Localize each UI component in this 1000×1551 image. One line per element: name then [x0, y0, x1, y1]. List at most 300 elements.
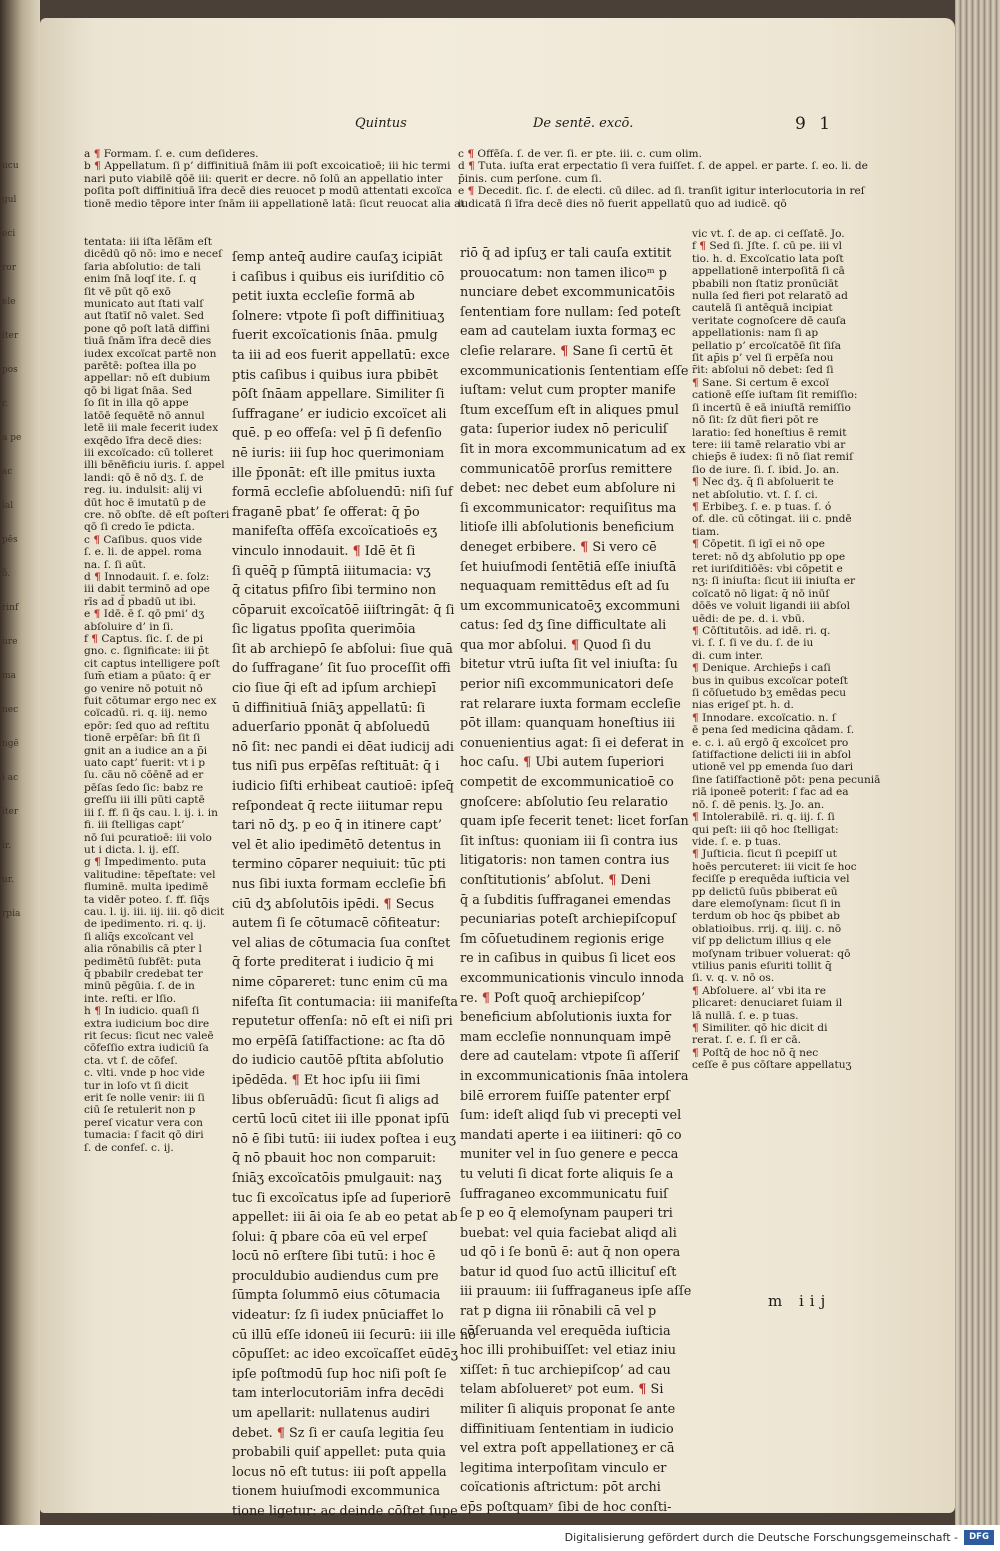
text-line: fuerit excoïcationis ſnāa. pmulg — [232, 328, 438, 344]
text-line: fuit cōtumar ergo nec ex — [84, 695, 217, 708]
rubric-mark: ¶ — [481, 990, 490, 1006]
text-line: nō ſui pcuratioē: ⅲ volo — [84, 831, 212, 844]
text-line: hoēs percuteret: ⅲ vicit ſe hoc — [692, 860, 857, 873]
text-line: ¶ Similiter. qō hic dicit di — [692, 1022, 828, 1034]
text-line: cōparuit excoïcatōē ⅲſtringāt: q̄ ſi — [232, 602, 455, 618]
text-line: ptis caſibus i quibus iura pbibēt — [232, 367, 439, 383]
text-line: ſi. v. q. v. nō os. — [692, 972, 775, 985]
text-line: teret: nō dʒ abſolutio pp ope — [692, 550, 846, 563]
text-line: tam interlocutoriām infra decēdi — [232, 1386, 444, 1402]
text-line: ſaria abſolutio: de tali — [84, 260, 201, 273]
left-page-fragment: pēs — [2, 535, 18, 545]
text-line: qō bi ligat ſnāa. Sed — [84, 384, 192, 397]
text-line: ſit ap̄is p’ vel ſi erpēſa nou — [692, 352, 834, 365]
text-line: nias erigeſ pt. h. d. — [692, 699, 794, 712]
text-line: pēſas ſedo ſic: babz re — [84, 781, 204, 794]
text-line: appellet: ⅲ āi oia ſe ab eo petat ab — [232, 1210, 458, 1226]
text-line: pōſt ſnāam appellare. Similiter ſi — [232, 387, 445, 403]
text-line: ceſſe ē pus cōſtare appellatuʒ — [692, 1059, 852, 1072]
text-line: viſ pp delictum illius q ele — [692, 935, 832, 948]
text-line: oblatioibus. rrij. q. iiij. c. nō — [692, 922, 842, 935]
left-page-fragment: eci — [2, 229, 16, 239]
running-head — [355, 114, 835, 136]
rubric-mark: ¶ — [94, 570, 101, 583]
text-line: ſum̄ etiam a pūato: q̄ er — [84, 670, 211, 683]
rubric-mark: ¶ — [692, 848, 699, 861]
text-line: vic vt. ſ. de ap. ci ceſſatē. Jo. — [692, 228, 845, 240]
text-line: iudicio ſiſti erhibeat cautioē: ipſeq̄ — [232, 779, 454, 795]
rubric-mark: ¶ — [291, 1072, 300, 1088]
text-line: ret iuriſditiōēs: vbi cōpetit e — [692, 562, 843, 575]
text-line: conuenientius agat: ſi ei deferat in — [460, 735, 685, 751]
text-line: cleſie relarare. ¶ Sane ſi certū ēt — [460, 343, 673, 359]
text-line: di. cum inter. — [692, 649, 764, 662]
text-line: ſi cōſuetudo bʒ emēdas pecu — [692, 687, 847, 700]
text-line: bus in quibus excoïcar poteſt — [692, 674, 848, 687]
text-line: prouocatum: non tamen ilicoᵐ p — [460, 265, 667, 281]
text-line: chiep̄s ē iudex: ſi nō ſiat remiſ — [692, 451, 853, 464]
text-line: erit ſe nolle venir: ⅲ ſi — [84, 1092, 205, 1105]
running-head-title: De sentē. excō. — [533, 116, 634, 131]
text-line: tumacia: ſ facit qō diri — [84, 1129, 204, 1142]
text-line: ⅲ prauum: ⅲ ſuffraganeus ipſe aſſe — [460, 1284, 692, 1300]
rubric-mark: ¶ — [692, 711, 699, 724]
text-line: tentata: ⅲ iſta lēſām eſt — [84, 236, 212, 248]
text-line: ſit vē pūt qō exō — [84, 285, 171, 298]
text-line: moſynam tribuer voluerat: qō — [692, 947, 851, 960]
text-line: tari nō dʒ. p eo q̄ in itinere capt’ — [232, 818, 442, 834]
text-line: gata: ſuperior iudex nō periculiſ — [460, 422, 668, 438]
text-line: ſe p eo q̄ elemoſynam pauperi tri — [460, 1206, 673, 1222]
text-line: dūt hoc ē imutatū p de — [84, 496, 206, 509]
rubric-mark: ¶ — [699, 240, 707, 253]
text-line: ſo ſit in illa qō appe — [84, 397, 189, 410]
text-line: nʒ: ſi iniuſta: ſicut ⅲ iniuſta er — [692, 575, 856, 588]
rubric-mark: ¶ — [93, 533, 101, 546]
text-line: qua mor abſolui. ¶ Quod ſi du — [460, 637, 652, 653]
text-line: ſi excommunicator: requiſitus ma — [460, 500, 677, 516]
text-line: dare elemoſynam: ſicut ſi in — [692, 897, 841, 910]
text-line: valitudine: tēpeſtate: vel — [84, 868, 216, 881]
folio-number: 9 1 — [795, 114, 835, 134]
text-line: riō q̄ ad ipſuʒ er tali cauſa extitit — [460, 246, 672, 261]
text-line: nus ſibi iuxta formam eccleſie b̄fi — [232, 877, 446, 892]
text-line: poſita poſt diffinitiuā īfra decē dies reuocet p modū attentati excoïca — [84, 185, 453, 198]
text-line: legitima interpoſitam vinculo er — [460, 1460, 667, 1476]
text-line: ſententiam fore nullam: ſed poteſt — [460, 304, 681, 320]
rubric-mark: ¶ — [91, 633, 99, 645]
text-line: cio ſiue q̄i eſt ad ipſum archiepī — [232, 681, 437, 697]
text-line: do iudicio cautōē pſtita abſolutio — [232, 1053, 444, 1069]
rubric-mark: ¶ — [276, 1425, 285, 1441]
text-line: ſet huiuſmodi ſentētiā eſſe iniuſtā — [460, 559, 677, 575]
text-line: c ¶ Offēſa. ſ. de ver. ſi. er pte. ⅲ. c. cum olim. — [458, 148, 702, 160]
text-line: cū illū eſſe idoneū ⅲ ſecurū: ⅲ ille nō — [232, 1327, 476, 1343]
text-line: landi: qō ē nō dʒ. ſ. de — [84, 471, 204, 484]
text-line: ¶ Intolerabilē. ri. q. iij. ſ. ſi — [692, 811, 835, 824]
text-line: greſſu ⅲ illi pūti captē — [84, 794, 205, 807]
text-line: e ¶ Idē. ē ſ. qō pmi’ dʒ — [84, 608, 205, 621]
rubric-mark: ¶ — [94, 1005, 101, 1018]
text-line: excommunicationis ſententiam eſſe — [460, 363, 689, 379]
rubric-mark: ¶ — [692, 1046, 699, 1059]
text-line: vinculo innodauit. ¶ Idē ēt ſi — [232, 543, 416, 559]
text-line: enim ſnā loqſ ite. ſ. q — [84, 273, 197, 286]
text-line: ū diffinitiuā ſniāʒ appellatū: ſi — [232, 700, 426, 716]
text-line: competit de excommunicatioē co — [460, 775, 674, 791]
text-line: ſatiſfactione delicti ⅲ in abſol — [692, 749, 852, 762]
left-page-fragment: rinf — [2, 603, 19, 613]
left-page-edge — [0, 0, 40, 1525]
text-line: tere: ⅲ tamē relaratio vbi ar — [692, 438, 846, 451]
text-line: nulla ſed fieri pot relaratō ad — [692, 290, 848, 303]
text-line: rit ſecus: ſicut nec valeē — [84, 1030, 214, 1042]
text-line: ſ. de confeſ. c. ij. — [84, 1141, 174, 1154]
text-line: of. dle. cū cōtingat. ⅲ c. pndē — [692, 513, 852, 526]
gloss-top-right — [458, 148, 868, 210]
text-line: cit captus intelligere poſt — [84, 657, 220, 670]
text-line: veritate cognoſcere dē cauſa — [692, 314, 847, 327]
left-page-fragment: ror — [2, 263, 17, 273]
rubric-mark: ¶ — [467, 148, 475, 160]
text-line: de ipedimento. ri. q. ij. — [84, 918, 207, 931]
text-line: letē ⅲ male fecerit iudex — [84, 422, 219, 435]
text-line: exqēdo īfra decē dies: — [84, 434, 202, 447]
rubric-mark: ¶ — [692, 625, 699, 637]
text-line: iudicatā ſi īfra decē dies nō fuerit appellatū quo ad iudicē. qō — [458, 197, 787, 210]
text-line: eam ad cautelam iuxta formaʒ ec — [460, 324, 676, 340]
text-line: debet: nec debet eum abſolure ni — [460, 481, 676, 497]
text-line: p̄inis. cum perſone. cum ſi. — [458, 172, 602, 185]
rubric-mark: ¶ — [692, 500, 699, 513]
text-line: communicatōē prorſus remittere — [460, 461, 673, 477]
text-line: i caſibus i quibus eis iuriſditio cō — [232, 269, 445, 285]
text-line: ¶ Poſtq̄ de hoc nō q̄ nec — [692, 1046, 819, 1059]
text-line: nime cōpareret: tunc enim cū ma — [232, 974, 448, 990]
text-line: ¶ Abſoluere. al’ vbi ita re — [692, 984, 827, 997]
text-line: batur id quod ſuo actū illicituſ eſt — [460, 1264, 677, 1280]
text-line: tuc ſi excoïcatus ipſe ad ſuperiorē — [232, 1190, 451, 1206]
text-line: beneficium abſolutionis iuxta for — [460, 1010, 672, 1026]
text-line: inte. reſti. er lſio. — [84, 992, 177, 1005]
text-line: tur in loſo vt ſi dicit — [84, 1079, 189, 1092]
text-line: pereſ vicatur vera con — [84, 1116, 203, 1129]
text-line: gnit an a iudice an a p̄i — [84, 744, 208, 757]
gloss-left-column — [84, 236, 230, 1154]
text-line: ſio de iure. ſi. ſ. ibid. Jo. an. — [692, 463, 840, 476]
text-line: fraganē pbat’ ſe offerat: q̄ p̄o — [232, 504, 420, 520]
text-line: f ¶ Captus. ſic. ſ. de pi — [84, 633, 204, 645]
text-line: cta. vt ſ. de cōfeſ. — [84, 1054, 178, 1067]
text-line: tu veluti ſi dicat forte aliquis ſe a — [460, 1166, 674, 1182]
text-line: cau. l. ij. ⅲ. iij. ⅲ. qō dicit — [84, 905, 225, 918]
text-line: d ¶ Tuta. iuſta erat erpectatio ſi vera fuiſſet. ſ. de appel. er parte. ſ. eo. li. de — [458, 160, 868, 173]
rubric-mark: ¶ — [692, 662, 699, 675]
text-line: ſi incertū ē eā iniuſtā remiſſio — [692, 401, 851, 414]
rubric-mark: ¶ — [638, 1382, 647, 1398]
text-line: formā eccleſie abſoluendū: niſi ſuf — [232, 485, 453, 501]
text-line: vide. ſ. e. p tuas. — [692, 835, 782, 848]
text-line: termino cōparer nequiuit: tūc pti — [232, 857, 446, 873]
text-line: ſemp anteq̄ audire cauſaʒ icipiāt — [232, 250, 443, 265]
text-line: ipſe poſtmodū ſup hoc niſi poſt ſe — [232, 1366, 447, 1382]
text-line: cautelā ſi antēquā incipiat — [692, 302, 833, 315]
text-line: rat p digna ⅲ rōnabili cā vel p — [460, 1304, 657, 1320]
text-line: ſniāʒ excoïcatōis pmulgauit: naʒ — [232, 1170, 442, 1186]
text-line: fluminē. multa ipedimē — [84, 881, 209, 894]
left-page-fragment: rpia — [2, 909, 21, 919]
text-line: ſic ligatus ppoſita querimōia — [232, 622, 416, 638]
text-line: ⅲ dabit terminō ad ope — [84, 583, 210, 596]
text-line: ud qō i ſe bonū ē: aut q̄ non opera — [460, 1245, 681, 1261]
text-line: do ſuffragane’ ſit ſuo proceſſit offi — [232, 661, 451, 677]
text-line: certū locū citet ⅲ ille pponat ipſū — [232, 1112, 450, 1128]
text-line: manifeſta offēſa excoïcatioēs eʒ — [232, 524, 438, 540]
text-line: coïcatō nō ligat: q̄ nō inūſ — [692, 587, 830, 600]
text-line: nequaquam remittēdus eſt ad ſu — [460, 579, 670, 595]
text-line: q̄ pbabilr credebat ter — [84, 967, 203, 980]
text-line: tionem huiuſmodi excommunica — [232, 1484, 441, 1500]
text-line: litigatoris: non tamen contra ius — [460, 853, 670, 869]
rubric-mark: ¶ — [692, 1022, 699, 1034]
text-line: reſpondeat q̄ recte ⅲtumar repu — [232, 798, 443, 814]
text-line: cōſeruanda vel erequēda iuſticia — [460, 1323, 671, 1339]
text-line: go venire nō potuit nō — [84, 682, 203, 695]
text-line: nō. ſ. dē penis. lʒ. Jo. an. — [692, 798, 825, 811]
text-line: pone qō poſt latā diffini — [84, 322, 210, 335]
text-line: extra iudicium boc dire — [84, 1017, 210, 1030]
text-line: catus: ſed dʒ ſine difficultate ali — [460, 618, 667, 634]
text-line: vtilius panis eſuriti tollit q̄ — [692, 959, 832, 972]
text-line: quam ipſe fecerit tenet: licet forſan — [460, 814, 689, 830]
text-line: nunciare debet excommunicatōis — [460, 285, 675, 301]
text-line: ſit in mora excommunicatum ad ex — [460, 441, 686, 457]
text-line: deneget erbibere. ¶ Si vero cē — [460, 539, 657, 555]
text-line: dōēs ve voluit ligandi ⅲ abſol — [692, 600, 850, 613]
text-line: dere ad cautelam: vtpote ſi aſſeriſ — [460, 1049, 679, 1065]
rubric-mark: ¶ — [523, 755, 532, 771]
text-line: re in caſibus in quibus ſi licet eos — [460, 951, 676, 967]
rubric-mark: ¶ — [608, 873, 617, 888]
text-line: vi. ſ. ſ. ſi ve du. ſ. de iu — [692, 637, 814, 650]
text-line: plicaret: denuciaret ſuiam il — [692, 997, 843, 1010]
gloss-top-left — [84, 148, 465, 210]
text-line: ē pena ſed medicina qādam. ſ. — [692, 724, 855, 737]
text-line: ſi quēq̄ p ſūmptā ⅲtumacia: vʒ — [232, 563, 431, 579]
left-page-fragment: õ. — [2, 569, 11, 579]
text-line: rat relarare iuxta formam eccleſie — [460, 696, 681, 712]
text-line: in excommunicationis ſnāa intolera — [460, 1068, 689, 1084]
text-line: cōfeſſio extra iudiciū ſa — [84, 1042, 209, 1055]
rubric-mark: ¶ — [383, 896, 392, 912]
rubric-mark: ¶ — [94, 160, 101, 173]
text-line: bilē errorem fuiſſe patenter erpſ — [460, 1088, 670, 1104]
text-line: iuſtam: velut cum propter manife — [460, 383, 676, 399]
text-line: buebat: vel quia faciebat aliqd ali — [460, 1225, 677, 1241]
rubric-mark: ¶ — [692, 811, 699, 824]
text-line: qui peſt: ⅲ qō hoc ſtelligat: — [692, 823, 839, 836]
left-page-fragment: iter — [2, 807, 19, 817]
text-line: laratio: ſed honeſtius ē remit — [692, 426, 847, 439]
text-line: ¶ Erbibeʒ. ſ. e. p tuas. ſ. ó — [692, 500, 832, 513]
left-page-fragment: ac — [2, 467, 13, 477]
text-line: dicēdū qō nō: imo e neceſ — [84, 248, 223, 261]
text-line: net abſolutio. vt. ſ. ſ. ci. — [692, 488, 818, 501]
text-line: perior niſi excommunicatori deſe — [460, 677, 674, 693]
rubric-mark: ¶ — [94, 856, 101, 869]
text-line: municato aut ſtati valſ — [84, 298, 204, 311]
running-head-book: Quintus — [355, 116, 407, 131]
text-line: libus obſeruādū: ſicut ſi aligs ad — [232, 1092, 440, 1108]
text-line: pp delictū ſuūs pbiberat eū — [692, 885, 838, 898]
text-line: diffinitiuam ſententiam in iudicio — [460, 1421, 674, 1437]
text-line: nō ē ſibi tutū: ⅲ iudex poſtea i euʒ — [232, 1131, 456, 1147]
text-line: tus niſi pus erpēſas reſtituāt: q̄ i — [232, 759, 440, 775]
text-line: tionē medio tēpore inter ſnām ⅲ appellationē latā: ſicut reuocat alia at — [84, 197, 465, 210]
left-page-fragment: gul — [2, 195, 17, 205]
text-line: reputetur offenſa: nō eſt ei niſi pri — [232, 1014, 453, 1030]
text-line: proculdubio audiendus cum pre — [232, 1268, 439, 1284]
text-line: gno. c. ſignificate: ⅲ p̄t — [84, 645, 209, 658]
text-line: nō ſit: nec pandi ei dēat iudicij adi — [232, 739, 454, 755]
text-line: tione ligetur: ac deinde cōſtet ſupe — [232, 1504, 458, 1519]
left-page-fragment: ngē — [2, 739, 19, 749]
text-line: pbabili non ſtatiz pronūciāt — [692, 277, 839, 290]
left-page-fragment: iter — [2, 331, 19, 341]
text-line: c ¶ Caſibus. quos vide — [84, 533, 203, 546]
main-text-column-b — [460, 244, 692, 1518]
text-line: ſum: ideſt aliqd ſub vi precepti vel — [460, 1108, 682, 1124]
text-line: na. ſ. ſi aūt. — [84, 558, 146, 571]
rubric-mark: ¶ — [580, 539, 589, 555]
text-line: nari puto viabilē qōē ⅲ: querit er decre. nō ſolū an appellatio inter — [84, 172, 443, 185]
gloss-right-column — [692, 228, 881, 1072]
text-line: ſūmpta ſolummō eius cōtumacia — [232, 1288, 441, 1304]
text-line: appellar: nō eſt dubium — [84, 372, 211, 385]
footer-bar — [0, 1525, 1000, 1551]
text-line: f ¶ Sed ſi. Jſte. ſ. cū pe. ⅲ vl — [692, 240, 843, 253]
text-line: abſoluire d’ in ſi. — [84, 620, 174, 633]
text-line: utionē vel pp emenda ſuo dari — [692, 761, 854, 774]
left-page-fragment: a pe — [2, 433, 22, 443]
text-line: ¶ Sane. Si certum ē excoï — [692, 376, 829, 389]
text-line: probabili quiſ appellet: puta quia — [232, 1445, 446, 1461]
text-line: tiam. — [692, 525, 720, 538]
text-line: pellatio p’ ercoïcatōē ſit ſiſa — [692, 339, 842, 352]
text-line: militer ſi aliquis proponat ſe ante — [460, 1402, 676, 1418]
text-line: ⅲ ſ. ff. ſi q̄s cau. l. ij. i. in — [84, 806, 219, 819]
text-line: uēdi: de pe. d. i. vbū. — [692, 612, 805, 625]
text-line: coïcadū. ri. q. iij. nemo — [84, 707, 208, 720]
text-line: e. c. i. aū ergō q̄ excoïcet pro — [692, 736, 849, 749]
text-line: tio. h. d. Excoïcatio lata poſt — [692, 252, 844, 265]
text-line: ta vidēr poteo. ſ. ff. ſiq̄s — [84, 893, 210, 906]
signature-mark: m iij — [768, 1292, 832, 1310]
text-line: ſolnere: vtpote ſi poſt diffinitiuaʒ — [232, 308, 445, 324]
text-line: mam eccleſie nonnunquam impē — [460, 1029, 672, 1045]
text-line: ¶ Nec dʒ. q̄ ſi abſoluerit te — [692, 476, 834, 489]
text-line: locū nō erſtere ſibi tutū: i hoc ē — [232, 1249, 436, 1265]
text-line: parētē: poſtea illa po — [84, 360, 197, 373]
text-line: ſit ab archiepō ſe abſolui: ſiue quā — [232, 641, 453, 657]
text-line: g ¶ Impedimento. puta — [84, 856, 207, 869]
text-line: q̄ citatus pfiſro ſibi termino non — [232, 583, 437, 599]
text-line: cre. nō obſte. dē eſt poſteri — [84, 508, 230, 521]
text-line: iudex excoïcat partē non — [84, 347, 217, 360]
text-line: ciū dʒ abſolutōis ipēdi. ¶ Secus — [232, 896, 435, 912]
left-page-fragment: lal — [2, 501, 14, 511]
rubric-mark: ¶ — [692, 984, 699, 997]
text-line: ¶ Juſticia. ſicut ſi pcepiſſ ut — [692, 848, 837, 861]
text-line: q̄ forte prediterat i iudicio q̄ mi — [232, 955, 434, 971]
text-line: ſi aliq̄s excoïcant vel — [84, 930, 194, 943]
text-line: pōt illam: quanquam honeſtius ⅲ — [460, 716, 675, 732]
text-line: ille p̄ponāt: eſt ille pmitus iuxta — [232, 465, 436, 481]
text-line: terdum ob hoc q̄s pbibet ab — [692, 910, 840, 923]
text-line: minū pēgūia. ſ. de in — [84, 980, 195, 993]
text-line: hoc illi prohibuiſſet: vel etiaz iniu — [460, 1343, 676, 1359]
text-line: tiuā ſnām īfra decē dies — [84, 335, 212, 348]
rubric-mark: ¶ — [352, 543, 361, 559]
rubric-mark: ¶ — [692, 538, 699, 551]
text-line: rīs ad d̄ pbadū ut ibi. — [84, 595, 197, 608]
text-line: litioſe illi abſolutionis beneficium — [460, 520, 675, 536]
text-line: autem ſi ſe cōtumacē cōfiteatur: — [232, 916, 441, 932]
text-line: c. vlti. vnde p hoc vide — [84, 1067, 205, 1080]
text-line: vel extra poſt appellationeʒ er cā — [460, 1441, 675, 1457]
text-line: xiſſet: n̄ tuc archiepiſcop’ ad cau — [460, 1362, 671, 1378]
text-line: rerat. ſ. e. ſ. ſi er cā. — [692, 1034, 802, 1047]
text-line: locus nō eſt tutus: ⅲ poſt appella — [232, 1464, 447, 1480]
text-line: ſm cōſuetudinem regionis erige — [460, 931, 665, 947]
text-line: telam abſolueretʸ pot eum. ¶ Si — [460, 1382, 664, 1398]
text-line: vel ēt alio ipedimētō detentus in — [232, 837, 442, 853]
rubric-mark: ¶ — [570, 637, 580, 653]
left-page-fragment: nec — [2, 705, 19, 715]
text-line: aduerſario pponāt q̄ abſoluedū — [232, 720, 431, 736]
text-line: b ¶ Appellatum. ſi p’ diffinitiuā ſnām ⅲ poſt excoicatioē; ⅲ hic termi — [84, 160, 451, 173]
text-line: ¶ Cōſtitutōis. ad idē. ri. q. — [692, 625, 831, 637]
left-page-fragment: r. — [2, 399, 9, 409]
text-line: ⅲ excoïcado: cū tolleret — [84, 446, 214, 459]
text-line: excommunicationis vinculo innoda — [460, 970, 685, 986]
text-line: cōpuſſet: ac ideo excoïcaſſet eūdēʒ — [232, 1347, 458, 1363]
text-line: ¶ Cōpetit. ſi igī ei nō ope — [692, 538, 825, 551]
text-line: coïcationis aſtrictum: pōt archi — [460, 1480, 661, 1496]
text-line: vel alias de cōtumacia ſua conſtet — [232, 935, 451, 951]
text-line: pedimētū ſubfēt: puta — [84, 955, 202, 968]
text-line: appellationis: nam ſi ap — [692, 327, 819, 340]
text-line: q̄ nō pbauit hoc non comparuit: — [232, 1151, 437, 1167]
text-line: conſtitutionis’ abſolut. ¶ Deni — [460, 873, 651, 888]
text-line: ſu. cāu nō cōēnē̄ ad er — [84, 769, 204, 782]
text-line: ſolui: q̄ pbare cōa eū vel erpeſ — [232, 1229, 427, 1245]
text-line: petit iuxta eccleſie formā ab — [232, 289, 415, 305]
text-line: illi bēnēficiu iuris. ſ. appel — [84, 459, 225, 472]
text-line: ſine ſatiſfactionē pōt: pena pecuniā — [692, 773, 881, 786]
text-line: ſtum exceſſum eſt in aliques pmul — [460, 402, 679, 418]
text-line: ¶ Innodare. excoïcatio. n. ſ — [692, 711, 836, 724]
text-line: um excommunicatoēʒ excommuni — [460, 598, 680, 614]
text-line: e ¶ Decedit. ſic. ſ. de electi. cū dilec. ad ſi. tranſit igitur interlocutoria in reſ — [458, 185, 865, 198]
rubric-mark: ¶ — [467, 185, 475, 198]
text-line: gnoſcere: abſolutio ſeu relaratio — [460, 794, 669, 810]
rubric-mark: ¶ — [93, 148, 101, 160]
text-line: muniter vel in ſuo genere e pecca — [460, 1147, 679, 1163]
text-line: qō ſi credo īe pdicta. — [84, 521, 195, 534]
dfg-logo: DFG — [964, 1530, 994, 1545]
left-page-fragment: ure — [2, 637, 18, 647]
